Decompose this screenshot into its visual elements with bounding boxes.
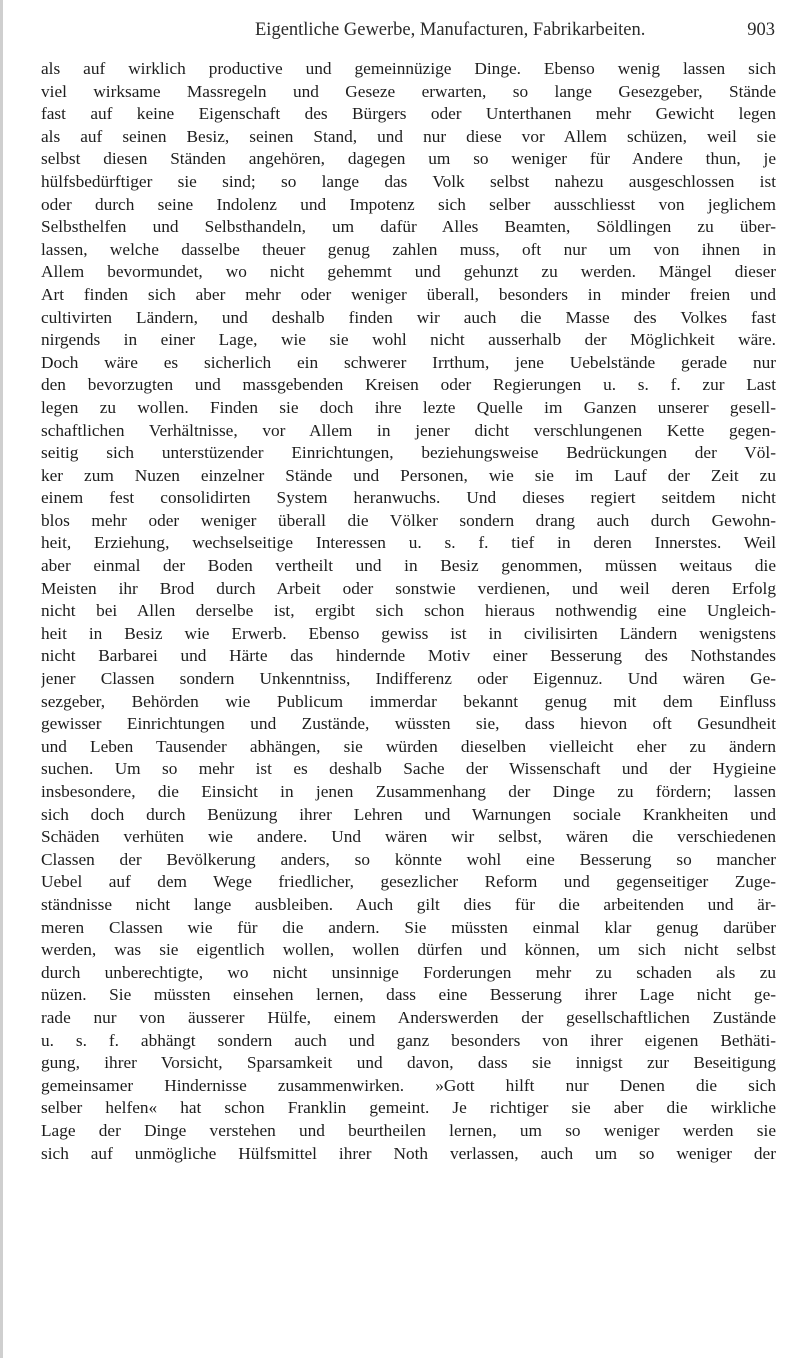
text-line: einem fest consolidirten System heranwuchs. Und dieses regiert seitdem nicht: [41, 488, 776, 508]
text-line: nirgends in einer Lage, wie sie wohl nicht ausserhalb der Möglichkeit wäre.: [41, 330, 776, 350]
text-line: ker zum Nuzen einzelner Stände und Personen, wie sie im Lauf der Zeit zu: [41, 465, 776, 485]
text-line: seitig sich unterstüzender Einrichtungen, beziehungsweise Bedrückungen der Völ-: [41, 443, 776, 463]
text-line: rade nur von äusserer Hülfe, einem Anderswerden der gesellschaftlichen Zustände: [41, 1007, 776, 1027]
text-line: selbst diesen Ständen angehören, dagegen um so weniger für Andere thun, je: [41, 149, 776, 169]
text-line: durch unberechtigte, wo nicht unsinnige Forderungen mehr zu schaden als zu: [41, 962, 776, 982]
text-line: gung, ihrer Vorsicht, Sparsamkeit und davon, dass sie innigst zur Beseitigung: [41, 1053, 776, 1073]
text-line: cultivirten Ländern, und deshalb finden wir auch die Masse des Volkes fast: [41, 307, 776, 327]
text-line: Selbsthelfen und Selbsthandeln, um dafür Alles Beamten, Söldlingen zu über-: [41, 217, 776, 237]
running-title: Eigentliche Gewerbe, Manufacturen, Fabrikarbeiten.: [255, 20, 646, 40]
text-line: selber helfen« hat schon Franklin gemeint. Je richtiger sie aber die wirkliche: [41, 1098, 776, 1118]
text-line: sezgeber, Behörden wie Publicum immerdar bekannt genug mit dem Einfluss: [41, 691, 776, 711]
text-line: als auf seinen Besiz, seinen Stand, und nur diese vor Allem schüzen, weil sie: [41, 126, 776, 146]
text-line: heit in Besiz wie Erwerb. Ebenso gewiss ist in civilisirten Ländern wenigstens: [41, 623, 776, 643]
text-line: lassen, welche dasselbe theuer genug zahlen muss, oft nur um von ihnen in: [41, 239, 776, 259]
text-line: Lage der Dinge verstehen und beurtheilen lernen, um so weniger werden sie: [41, 1120, 776, 1140]
text-line: den bevorzugten und massgebenden Kreisen oder Regierungen u. s. f. zur Last: [41, 375, 776, 395]
text-line: viel wirksame Massregeln und Geseze erwarten, so lange Gesezgeber, Stände: [41, 81, 776, 101]
text-line: sich doch durch Benüzung ihrer Lehren und Warnungen sociale Krankheiten und: [41, 804, 776, 824]
text-line: insbesondere, die Einsicht in jenen Zusammenhang der Dinge zu fördern; lassen: [41, 782, 776, 801]
text-line: Uebel auf dem Wege friedlicher, gesezlicher Reform und gegenseitiger Zuge-: [41, 872, 776, 892]
text-line: und Leben Tausender abhängen, sie würden dieselben vielleicht eher zu ändern: [41, 736, 776, 756]
text-line: u. s. f. abhängt sondern auch und ganz besonders von ihrer eigenen Bethäti-: [41, 1030, 776, 1050]
text-line: Meisten ihr Brod durch Arbeit oder sonstwie verdienen, und weil deren Erfolg: [41, 578, 776, 598]
text-line: nüzen. Sie müssten einsehen lernen, dass eine Besserung ihrer Lage nicht ge-: [41, 985, 776, 1005]
text-line: nicht bei Allen derselbe ist, ergibt sich schon hieraus nothwendig eine Ungleich-: [41, 601, 776, 621]
text-line: Classen der Bevölkerung anders, so könnte wohl eine Besserung so mancher: [41, 849, 776, 869]
text-line: fast auf keine Eigenschaft des Bürgers oder Unterthanen mehr Gewicht legen: [41, 104, 776, 124]
text-line: sich auf unmögliche Hülfsmittel ihrer Noth verlassen, auch um so weniger der: [41, 1143, 776, 1163]
text-line: werden, was sie eigentlich wollen, wollen dürfen und können, um sich nicht selbst: [41, 940, 776, 960]
text-line: als auf wirklich productive und gemeinnüzige Dinge. Ebenso wenig lassen sich: [41, 59, 776, 78]
text-line: nicht Barbarei und Härte das hindernde Motiv einer Besserung des Nothstandes: [41, 646, 776, 666]
text-line: gewisser Einrichtungen und Zustände, wüssten sie, dass hievon oft Gesundheit: [41, 714, 776, 734]
body-text: [41, 58, 776, 1165]
text-line: heit, Erziehung, wechselseitige Interessen u. s. f. tief in deren Innerstes. Weil: [41, 533, 776, 553]
text-line: legen zu wollen. Finden sie doch ihre lezte Quelle im Ganzen unserer gesell-: [41, 397, 776, 417]
page-number: 903: [747, 20, 775, 40]
text-line: suchen. Um so mehr ist es deshalb Sache der Wissenschaft und der Hygieine: [41, 759, 776, 779]
text-line: meren Classen wie für die andern. Sie müssten einmal klar genug darüber: [41, 917, 776, 937]
text-line: ständnisse nicht lange ausbleiben. Auch gilt dies für die arbeitenden und är-: [41, 894, 776, 914]
text-line: hülfsbedürftiger sie sind; so lange das Volk selbst nahezu ausgeschlossen ist: [41, 171, 776, 191]
text-line: Schäden verhüten wie andere. Und wären wir selbst, wären die verschiedenen: [41, 827, 776, 847]
text-line: schaftlichen Verhältnisse, vor Allem in jener dicht verschlungenen Kette gegen-: [41, 420, 776, 440]
text-line: aber einmal der Boden vertheilt und in Besiz genommen, müssen weitaus die: [41, 556, 776, 576]
text-line: blos mehr oder weniger überall die Völker sondern drang auch durch Gewohn-: [41, 510, 776, 530]
text-line: Allem bevormundet, wo nicht gehemmt und gehunzt zu werden. Mängel dieser: [41, 262, 776, 282]
binding-edge: [0, 0, 3, 1358]
text-line: oder durch seine Indolenz und Impotenz sich selber ausschliesst von jeglichem: [41, 194, 776, 214]
text-line: jener Classen sondern Unkenntniss, Indifferenz oder Eigennuz. Und wären Ge-: [41, 669, 776, 689]
text-line: Art finden sich aber mehr oder weniger überall, besonders in minder freien und: [41, 284, 776, 304]
running-head: [255, 20, 775, 48]
text-line: Doch wäre es sicherlich ein schwerer Irrthum, jene Uebelstände gerade nur: [41, 352, 776, 372]
text-line: gemeinsamer Hindernisse zusammenwirken. »Gott hilft nur Denen die sich: [41, 1075, 776, 1095]
